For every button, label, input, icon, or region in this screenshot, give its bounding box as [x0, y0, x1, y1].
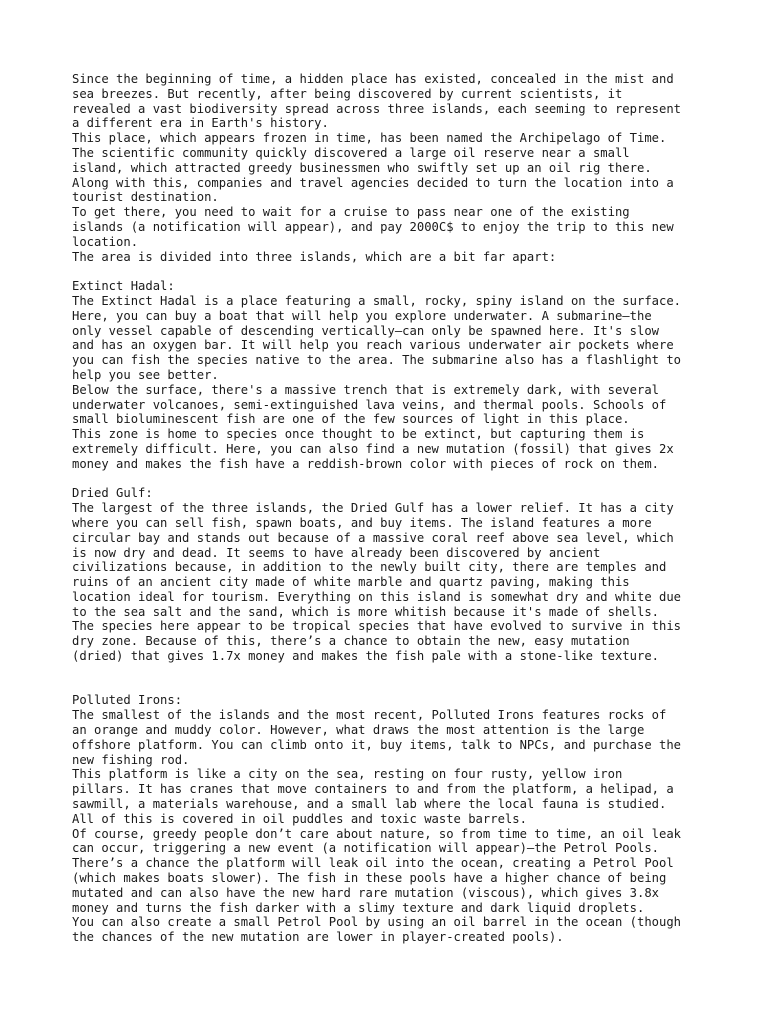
- text-line: The largest of the three islands, the Dried Gulf has a lower relief. It has a city: [72, 501, 674, 516]
- text-line: All of this is covered in oil puddles and toxic waste barrels.: [72, 811, 527, 826]
- text-line: Since the beginning of time, a hidden place has existed, concealed in the mist and: [72, 72, 674, 86]
- text-line: island, which attracted greedy businessmen who swiftly set up an oil rig there.: [72, 160, 652, 175]
- text-line: a different era in Earth's history.: [72, 116, 329, 131]
- text-line: (dried) that gives 1.7x money and makes the fish pale with a stone-like texture.: [72, 649, 659, 664]
- text-line: To get there, you need to wait for a cruise to pass near one of the existing: [72, 205, 630, 220]
- text-line: You can also create a small Petrol Pool by using an oil barrel in the ocean (though: [72, 915, 682, 930]
- section-extinct-hadal: [72, 279, 712, 471]
- text-line: where you can sell fish, spawn boats, and buy items. The island features a more: [72, 515, 652, 530]
- document-page: [72, 72, 712, 945]
- text-line: and has an oxygen bar. It will help you reach various underwater air pockets where: [72, 338, 674, 353]
- text-line: location ideal for tourism. Everything on this island is somewhat dry and white due: [72, 589, 682, 604]
- text-line: circular bay and stands out because of a massive coral reef above sea level, which: [72, 530, 674, 545]
- intro-paragraph: [72, 72, 712, 264]
- text-line: Here, you can buy a boat that will help you explore underwater. A submarine—the: [72, 308, 652, 323]
- text-line: tourist destination.: [72, 190, 219, 205]
- text-line: sawmill, a materials warehouse, and a small lab where the local fauna is studied.: [72, 797, 667, 812]
- text-line: extremely difficult. Here, you can also find a new mutation (fossil) that gives 2x: [72, 441, 674, 456]
- text-line: (which makes boats slower). The fish in these pools have a higher chance of being: [72, 871, 667, 886]
- text-line: The scientific community quickly discovered a large oil reserve near a small: [72, 145, 630, 160]
- text-line: the chances of the new mutation are lower in player-created pools).: [72, 930, 564, 945]
- text-line: help you see better.: [72, 367, 219, 382]
- text-line: There’s a chance the platform will leak oil into the ocean, creating a Petrol Pool: [72, 856, 674, 871]
- text-line: This place, which appears frozen in time, has been named the Archipelago of Time.: [72, 131, 667, 146]
- text-line: revealed a vast biodiversity spread across three islands, each seeming to represent: [72, 101, 682, 116]
- text-line: only vessel capable of descending vertically—can only be spawned here. It's slow: [72, 323, 659, 338]
- text-line: new fishing rod.: [72, 752, 190, 767]
- text-line: sea breezes. But recently, after being discovered by current scientists, it: [72, 86, 623, 101]
- text-line: The species here appear to be tropical species that have evolved to survive in this: [72, 619, 682, 634]
- text-line: can occur, triggering a new event (a notification will appear)—the Petrol Pools.: [72, 841, 659, 856]
- section-dried-gulf: [72, 486, 712, 664]
- text-line: pillars. It has cranes that move containers to and from the platform, a helipad, a: [72, 782, 674, 797]
- text-line: Along with this, companies and travel agencies decided to turn the location into a: [72, 175, 674, 190]
- text-line: This zone is home to species once thought to be extinct, but capturing them is: [72, 427, 645, 442]
- section-heading: Polluted Irons:: [72, 693, 183, 708]
- text-line: Of course, greedy people don’t care about nature, so from time to time, an oil leak: [72, 826, 682, 841]
- text-line: money and makes the fish have a reddish-brown color with pieces of rock on them.: [72, 456, 659, 471]
- blank-line: [72, 664, 712, 679]
- section-heading: Dried Gulf:: [72, 486, 153, 501]
- text-line: money and turns the fish darker with a slimy texture and dark liquid droplets.: [72, 900, 645, 915]
- text-line: dry zone. Because of this, there’s a chance to obtain the new, easy mutation: [72, 634, 630, 649]
- blank-line: [72, 679, 712, 694]
- text-line: This platform is like a city on the sea, resting on four rusty, yellow iron: [72, 767, 623, 782]
- text-line: an orange and muddy color. However, what draws the most attention is the large: [72, 723, 645, 738]
- text-line: you can fish the species native to the area. The submarine also has a flashlight to: [72, 353, 682, 368]
- text-line: The Extinct Hadal is a place featuring a small, rocky, spiny island on the surface.: [72, 293, 682, 308]
- text-line: small bioluminescent fish are one of the few sources of light in this place.: [72, 412, 630, 427]
- text-line: offshore platform. You can climb onto it, buy items, talk to NPCs, and purchase the: [72, 737, 682, 752]
- section-heading: Extinct Hadal:: [72, 279, 175, 294]
- text-line: location.: [72, 234, 139, 249]
- text-line: The smallest of the islands and the most recent, Polluted Irons features rocks of: [72, 708, 667, 723]
- text-line: civilizations because, in addition to the newly built city, there are temples and: [72, 560, 667, 575]
- text-line: Below the surface, there's a massive trench that is extremely dark, with several: [72, 382, 659, 397]
- blank-line: [72, 264, 712, 279]
- text-line: is now dry and dead. It seems to have already been discovered by ancient: [72, 545, 601, 560]
- text-line: mutated and can also have the new hard rare mutation (viscous), which gives 3.8x: [72, 885, 659, 900]
- text-line: islands (a notification will appear), and pay 2000C$ to enjoy the trip to this new: [72, 219, 674, 234]
- text-line: to the sea salt and the sand, which is more whitish because it's made of shells.: [72, 604, 659, 619]
- text-line: underwater volcanoes, semi-extinguished lava veins, and thermal pools. Schools of: [72, 397, 667, 412]
- text-line: ruins of an ancient city made of white marble and quartz paving, making this: [72, 575, 630, 590]
- text-line: The area is divided into three islands, which are a bit far apart:: [72, 249, 557, 264]
- section-polluted-irons: [72, 693, 712, 945]
- blank-line: [72, 472, 712, 487]
